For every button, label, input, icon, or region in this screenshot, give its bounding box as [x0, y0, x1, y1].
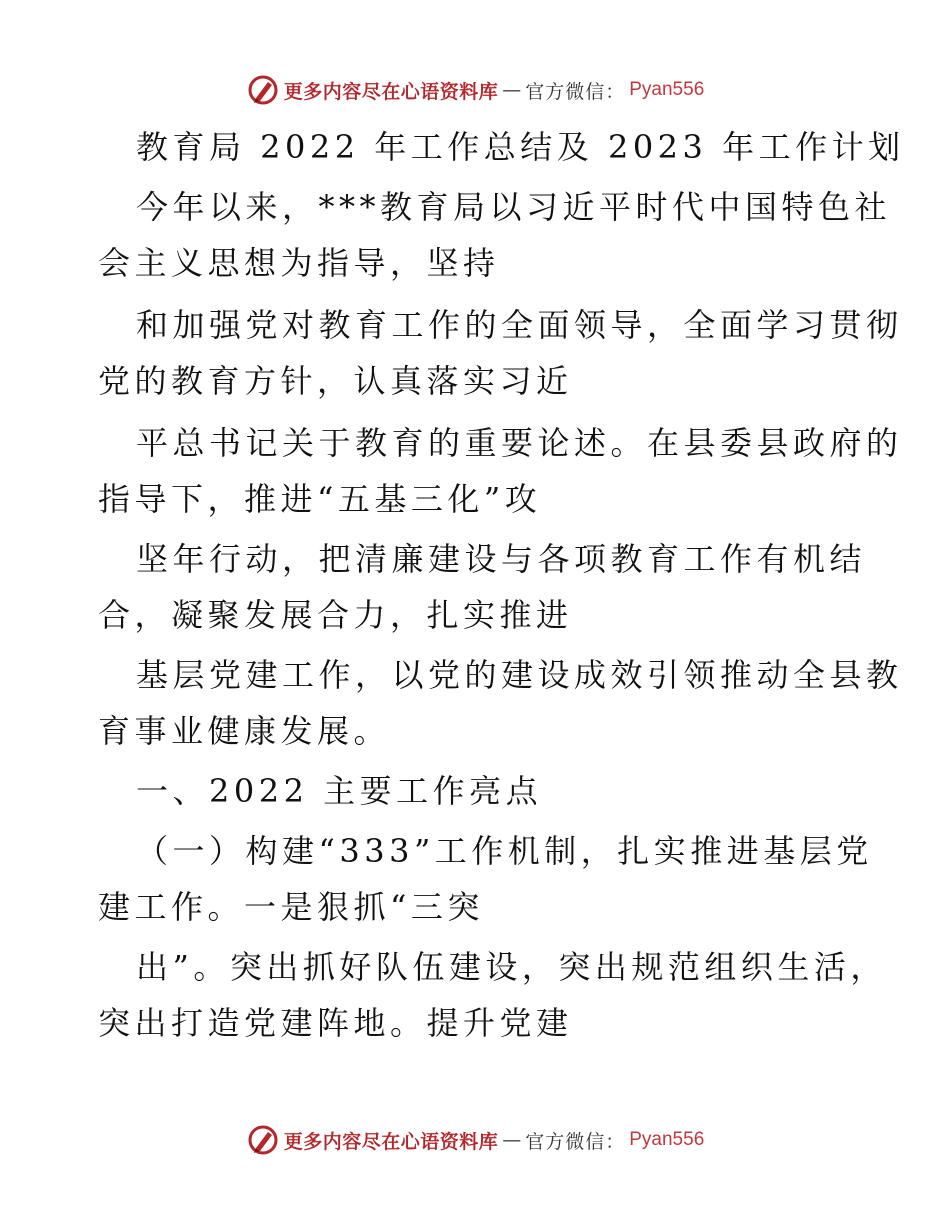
document-line: 坚年行动，把清廉建设与各项教育工作有机结	[136, 540, 867, 578]
document-line: 育事业健康发展。	[98, 712, 391, 750]
footer-dash: —	[502, 1129, 522, 1151]
header-dash: —	[502, 79, 522, 101]
document-line: 建工作。一是狠抓“三突	[98, 888, 484, 926]
document-line: 指导下，推进“五基三化”攻	[98, 480, 542, 518]
pen-logo-icon	[246, 73, 280, 107]
document-line: 会主义思想为指导，坚持	[98, 244, 500, 282]
footer-wechat-label: 官方微信：	[525, 1130, 626, 1153]
document-line: 平总书记关于教育的重要论述。在县委县政府的	[136, 424, 903, 462]
pen-logo-icon	[246, 1123, 280, 1157]
footer-wechat-id: Pyan556	[629, 1129, 705, 1150]
document-line: 合，凝聚发展合力，扎实推进	[98, 596, 573, 634]
document-line: 党的教育方针，认真落实习近	[98, 362, 573, 400]
document-line: 突出打造党建阵地。提升党建	[98, 1004, 573, 1042]
document-line: （一）构建“333”工作机制，扎实推进基层党	[136, 832, 873, 870]
document-line: 出”。突出抓好队伍建设，突出规范组织生活，	[136, 948, 887, 986]
section-heading: 一、2022 主要工作亮点	[136, 772, 543, 810]
document-line: 今年以来，***教育局以习近平时代中国特色社	[136, 188, 892, 226]
header-wechat-id: Pyan556	[629, 79, 705, 100]
header-wechat-label: 官方微信：	[525, 80, 626, 103]
header-watermark-banner	[0, 70, 950, 110]
document-line: 和加强党对教育工作的全面领导，全面学习贯彻	[136, 306, 903, 344]
document-line: 基层党建工作，以党的建设成效引领推动全县教	[136, 656, 903, 694]
footer-watermark-banner	[0, 1120, 950, 1160]
document-title: 教育局 2022 年工作总结及 2023 年工作计划	[136, 128, 905, 166]
header-promo-text: 更多内容尽在心语资料库	[283, 80, 499, 103]
footer-promo-text: 更多内容尽在心语资料库	[283, 1130, 499, 1153]
